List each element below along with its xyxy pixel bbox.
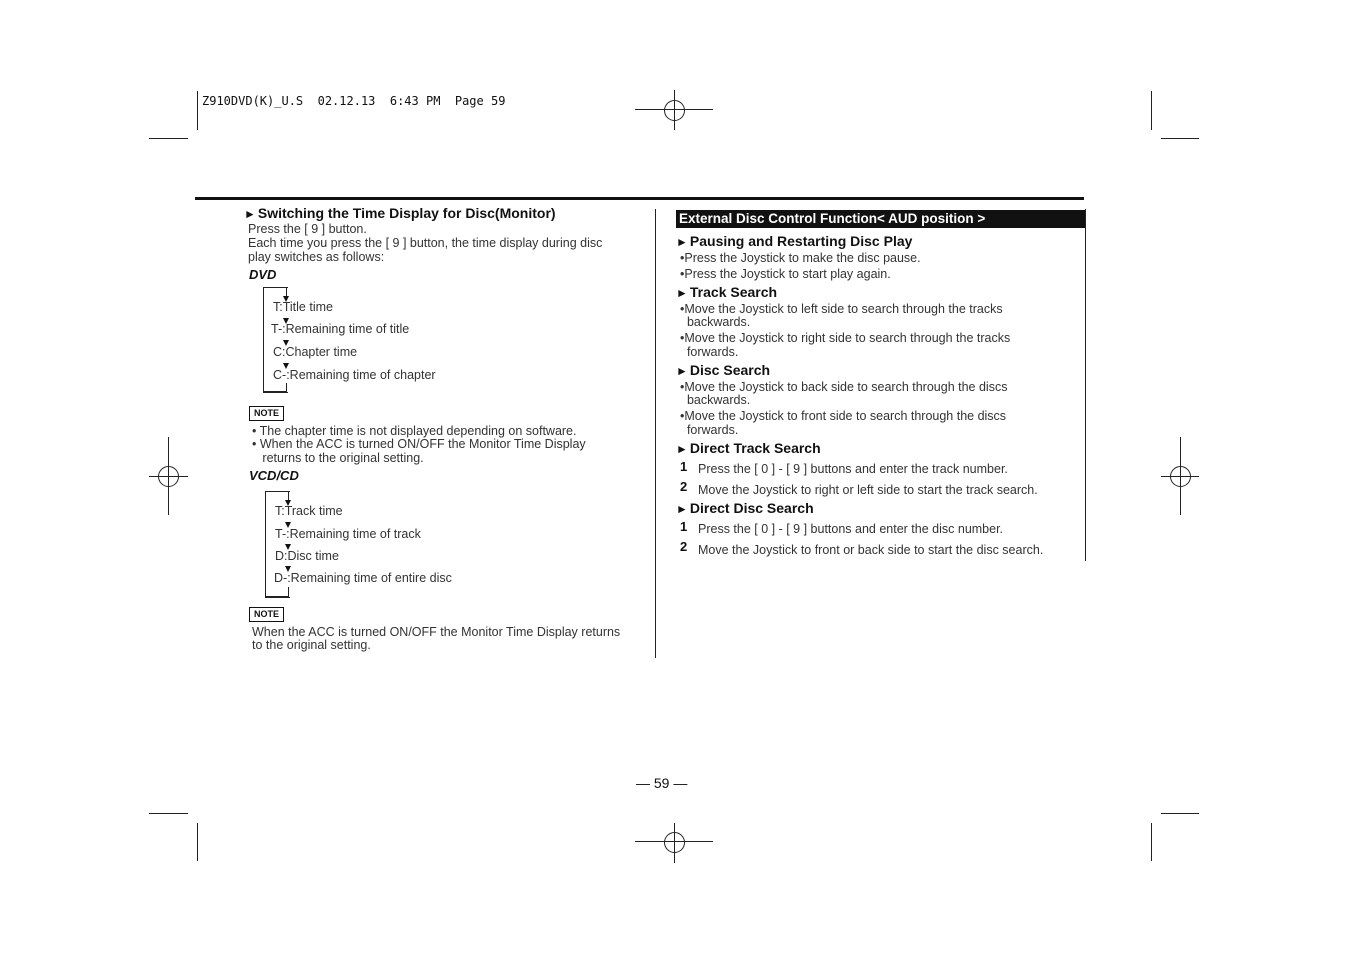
note-line: • The chapter time is not displayed depending on software. [252,424,577,438]
pause-line: •Press the Joystick to start play again. [680,267,891,281]
disc-line: backwards. [680,393,751,407]
vcd-label: VCD/CD [249,468,299,483]
print-slug: Z910DVD(K)_U.S 02.12.13 6:43 PM Page 59 [202,94,506,108]
right-column-border [1085,209,1086,561]
disc-line: •Move the Joystick to front side to search through the discs [680,409,1007,423]
note-badge: NOTE [249,607,284,622]
dvd-flow-item: T-:Remaining time of title [271,322,410,336]
vcd-flow-item: T:Track time [275,504,343,518]
note2-line: When the ACC is turned ON/OFF the Monitor Time Display returns [252,625,621,639]
top-rule [195,197,1084,200]
dvd-flow-item: T:Title time [273,300,333,314]
right-triangle-icon: ► [244,207,256,221]
pause-heading: ► Pausing and Restarting Disc Play [676,233,913,249]
right-triangle-icon: ► [676,364,688,378]
direct-disc-heading: ► Direct Disc Search [676,500,814,516]
right-triangle-icon: ► [676,442,688,456]
track-heading: ► Track Search [676,284,778,300]
disc-line: forwards. [680,423,739,437]
step-text: Move the Joystick to front or back side to start the disc search. [698,543,1044,557]
step-number: 1 [680,519,688,534]
track-line: forwards. [680,345,739,359]
step-text: Press the [ 0 ] - [ 9 ] buttons and enter the track number. [698,462,1008,476]
left-heading: ► Switching the Time Display for Disc(Monitor) [244,205,556,221]
note-line: returns to the original setting. [252,451,424,465]
dvd-label: DVD [249,267,277,282]
step-text: Move the Joystick to right or left side to start the track search. [698,483,1038,497]
step-number: 1 [680,459,688,474]
intro-line-1: Press the [ 9 ] button. [248,222,367,236]
track-line: •Move the Joystick to left side to search through the tracks [680,302,1003,316]
right-triangle-icon: ► [676,286,688,300]
note-line: • When the ACC is turned ON/OFF the Monitor Time Display [252,437,586,451]
direct-track-heading: ► Direct Track Search [676,440,821,456]
right-triangle-icon: ► [676,502,688,516]
column-divider [655,209,656,658]
pause-line: •Press the Joystick to make the disc pause. [680,251,921,265]
dvd-flow-item: C-:Remaining time of chapter [273,368,436,382]
intro-line-3: play switches as follows: [248,250,385,264]
step-number: 2 [680,539,688,554]
disc-line: •Move the Joystick to back side to search through the discs [680,380,1008,394]
vcd-flow-item: T-:Remaining time of track [275,527,421,541]
note-badge: NOTE [249,406,284,421]
note2-line: to the original setting. [252,638,371,652]
intro-line-2: Each time you press the [ 9 ] button, the time display during disc [248,236,603,250]
disc-heading: ► Disc Search [676,362,771,378]
track-line: backwards. [680,315,751,329]
track-line: •Move the Joystick to right side to search through the tracks [680,331,1011,345]
step-number: 2 [680,479,688,494]
dvd-flow-item: C:Chapter time [273,345,358,359]
page-number: — 59 — [636,775,688,791]
step-text: Press the [ 0 ] - [ 9 ] buttons and enter the disc number. [698,522,1004,536]
right-triangle-icon: ► [676,235,688,249]
vcd-flow-item: D:Disc time [275,549,339,563]
vcd-flow-item: D-:Remaining time of entire disc [274,571,452,585]
section-title-bar: External Disc Control Function< AUD position > [676,210,1085,228]
